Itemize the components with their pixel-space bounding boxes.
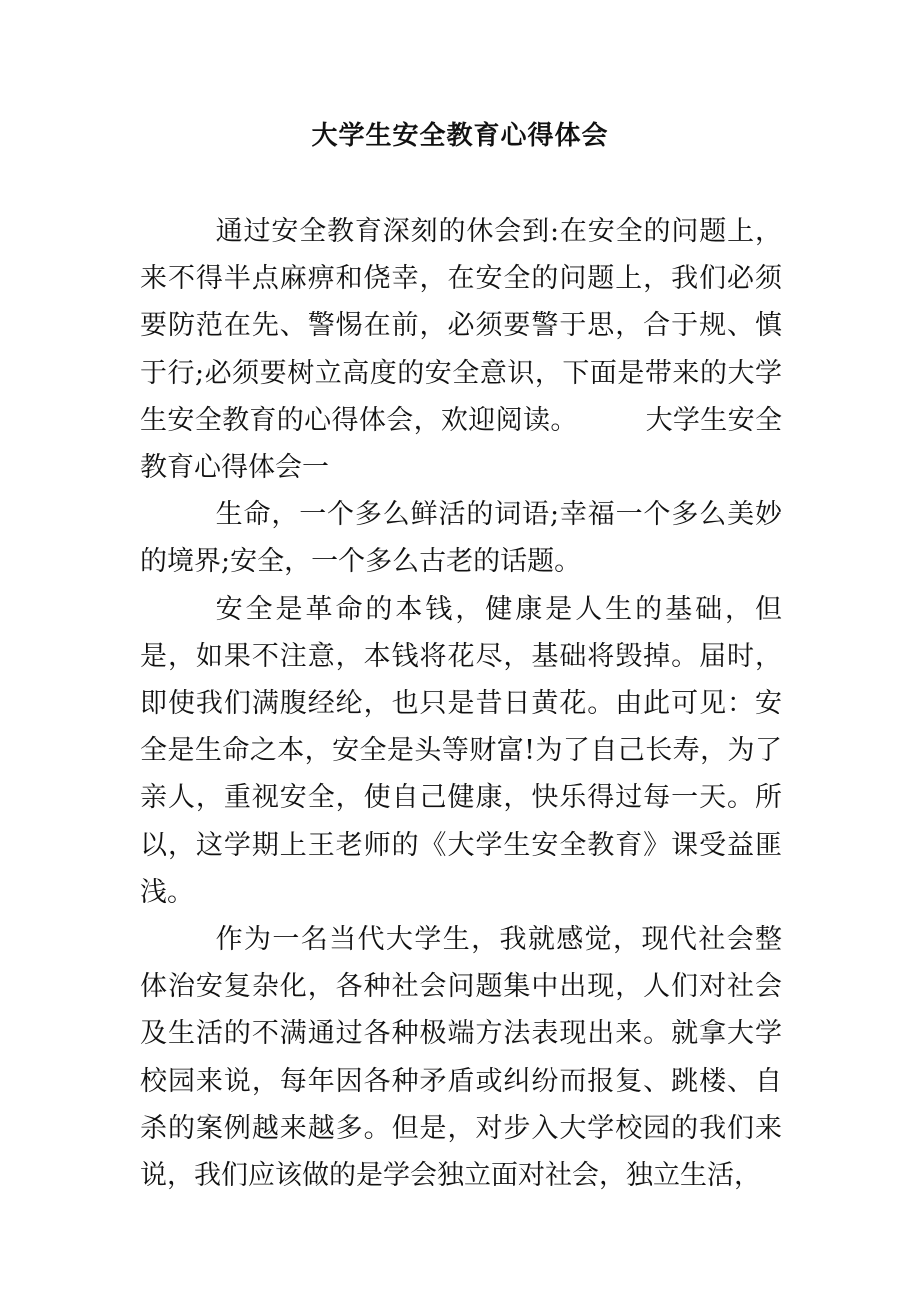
intro-paragraph [140, 208, 782, 491]
body-paragraph-3: 作为一名当代大学生，我就感觉，现代社会整体治安复杂化，各种社会问题集中出现，人们对社会及生活的不满通过各种极端方法表现出来。就拿大学校园来说，每年因各种矛盾或纠纷而报复、跳楼、自杀的案例越来越多。但是，对步入大学校园的我们来说，我们应该做的是学会独立面对社会，独立生活， [140, 924, 782, 1192]
body-paragraph-1: 生命，一个多么鲜活的词语;幸福一个多么美妙的境界;安全，一个多么古老的话题。 [140, 499, 782, 578]
document-body [140, 208, 782, 1199]
intro-text: 通过安全教育深刻的休会到:在安全的问题上，来不得半点麻痹和侥幸，在安全的问题上，我们必须要防范在先、警惕在前，必须要警于思，合于规、慎于行;必须要树立高度的安全意识，下面是带来的大学生安全教育的心得体会，欢迎阅读。 [140, 216, 782, 436]
document-title: 大学生安全教育心得体会 [311, 121, 609, 151]
section-heading: 大学生安全教育心得体会一 [140, 404, 783, 484]
body-paragraph-2: 安全是革命的本钱，健康是人生的基础，但是，如果不注意，本钱将花尽，基础将毁掉。届时，即使我们满腹经纶，也只是昔日黄花。由此可见：安全是生命之本，安全是头等财富!为了自己长寿，为了亲人，重视安全，使自己健康，快乐得过每一天。所以，这学期上王老师的《大学生安全教育》课受益匪浅。 [140, 593, 782, 908]
